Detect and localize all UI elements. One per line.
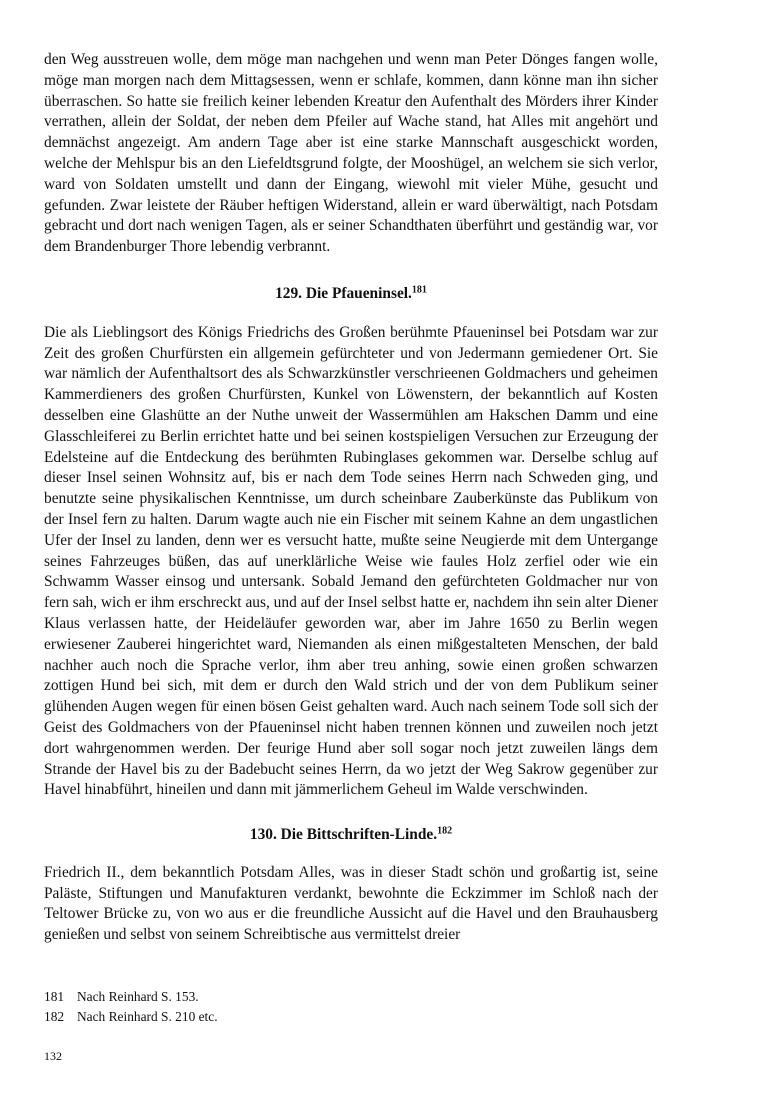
footnote-number: 181	[44, 989, 65, 1004]
footnote-ref-181: 181	[411, 284, 427, 296]
footnotes	[44, 987, 658, 1027]
footnote-text: Nach Reinhard S. 210 etc.	[77, 1009, 218, 1024]
paragraph-continuation: den Weg ausstreuen wolle, dem möge man nachgehen und wenn man Peter Dönges fangen wolle, möge man morgen nach dem Mittagsessen, wenn er schlafe, kommen, dann könne man ihn sicher überraschen. So hatte sie freilich keiner lebenden Kreatur den Aufenthalt des Mörders ihrer Kinder verrathen, allein der Soldat, der neben dem Pfeiler auf Wache stand, hat Alles mit angehört und demnächst angezeigt. Am andern Tage aber ist eine starke Mannschaft ausgeschickt worden, welche der Mehlspur bis an den Liefeldtsgrund folgte, der Mooshügel, an welchem sie sich verlor, ward von Soldaten umstellt und dann der Eingang, wiewohl mit vieler Mühe, gesucht und gefunden. Zwar leistete der Räuber heftigen Widerstand, allein er ward überwältigt, nach Potsdam gebracht und dort nach wenigen Tagen, als er seiner Schandthaten überführt und geständig war, vor dem Brandenburger Thore lebendig verbrannt.	[44, 51, 658, 256]
footnote-ref-182: 182	[437, 825, 453, 837]
paragraph-pfaueninsel: Die als Lieblingsort des Königs Friedrichs des Großen berühmte Pfaueninsel bei Potsdam war zur Zeit des großen Churfürsten ein allgemein gefürchteter und von Jedermann gemiedener Ort. Sie war nämlich der Aufenthaltsort des als Schwarzkünstler verschrieenen Goldmachers und geheimen Kammerdieners des großen Churfürsten, Kunkel von Löwenstern, der bekanntlich auf Kosten desselben eine Glashütte an der Nuthe unweit der Wassermühlen am Hakschen Damm und eine Glasschleiferei zu Berlin errichtet hatte und bei seinen kostspieligen Versuchen zur Erzeugung der Edelsteine auf die Entdeckung des berühmten Rubinglases gekommen war. Derselbe schlug auf dieser Insel seinen Wohnsitz auf, bis er nach dem Tode seines Herrn nach Schweden ging, und benutzte seine physikalischen Kenntnisse, um durch scheinbare Zauberkünste das Publikum von der Insel fern zu halten. Darum wagte auch nie ein Fischer mit seinem Kahne an dem ungastlichen Ufer der Insel zu landen, denn wer es versucht hatte, mußte seine Neugierde mit dem Untergange seines Fahrzeuges büßen, das auf unerklärliche Weise wie faules Holz zerfiel oder wie ein Schwamm Wasser einsog und untersank. Sobald Jemand den gefürchteten Goldmacher nur von fern sah, wich er ihm erschreckt aus, und auf der Insel selbst hatte er, nachdem ihn sein alter Diener Klaus verlassen hatte, der Heideläufer geworden war, aber im Jahre 1650 zu Berlin wegen erwiesener Zauberei hingerichtet ward, Niemanden als einen mißgestalteten Menschen, der bald nachher auch noch die Sprache verlor, ihm aber treu anhing, sowie einen großen schwarzen zottigen Hund bei sich, mit dem er durch den Wald strich und der von dem Publikum seiner glühenden Augen wegen für einen bösen Geist gehalten ward. Auch nach seinem Tode soll sich der Geist des Goldmachers von der Pfaueninsel nicht haben trennen können und zuweilen noch jetzt dort wahrgenommen werden. Der feurige Hund aber soll sogar noch jetzt zuweilen längs dem Strande der Havel bis zu der Badebucht seines Herrn, da wo jetzt der Weg Sakrow gegenüber zur Havel hinabführt, hineilen und dann mit jämmerlichem Geheul im Walde verschwinden.	[44, 323, 658, 799]
main-text	[44, 50, 658, 946]
paragraph-linde: Friedrich II., dem bekanntlich Potsdam Alles, was in dieser Stadt schön und großartig ist, seine Paläste, Stiftungen und Manufakturen verdankt, bewohnte die Eckzimmer im Schloß nach der Teltower Brücke zu, von wo aus er die freundliche Aussicht auf die Havel und den Brauhausberg genießen und selbst von seinem Schreibtische aus vermittelst dreier	[44, 863, 658, 944]
footnote-number: 182	[44, 1009, 65, 1024]
heading-129-text: 129. Die Pfaueninsel.	[275, 284, 412, 302]
footnote	[44, 1007, 658, 1027]
footnote-text: Nach Reinhard S. 153.	[77, 989, 199, 1004]
footnote	[44, 987, 658, 1007]
page-number: 132	[44, 1049, 62, 1063]
heading-130	[44, 825, 658, 846]
heading-130-text: 130. Die Bittschriften-Linde.	[249, 826, 438, 844]
heading-129	[44, 284, 658, 305]
